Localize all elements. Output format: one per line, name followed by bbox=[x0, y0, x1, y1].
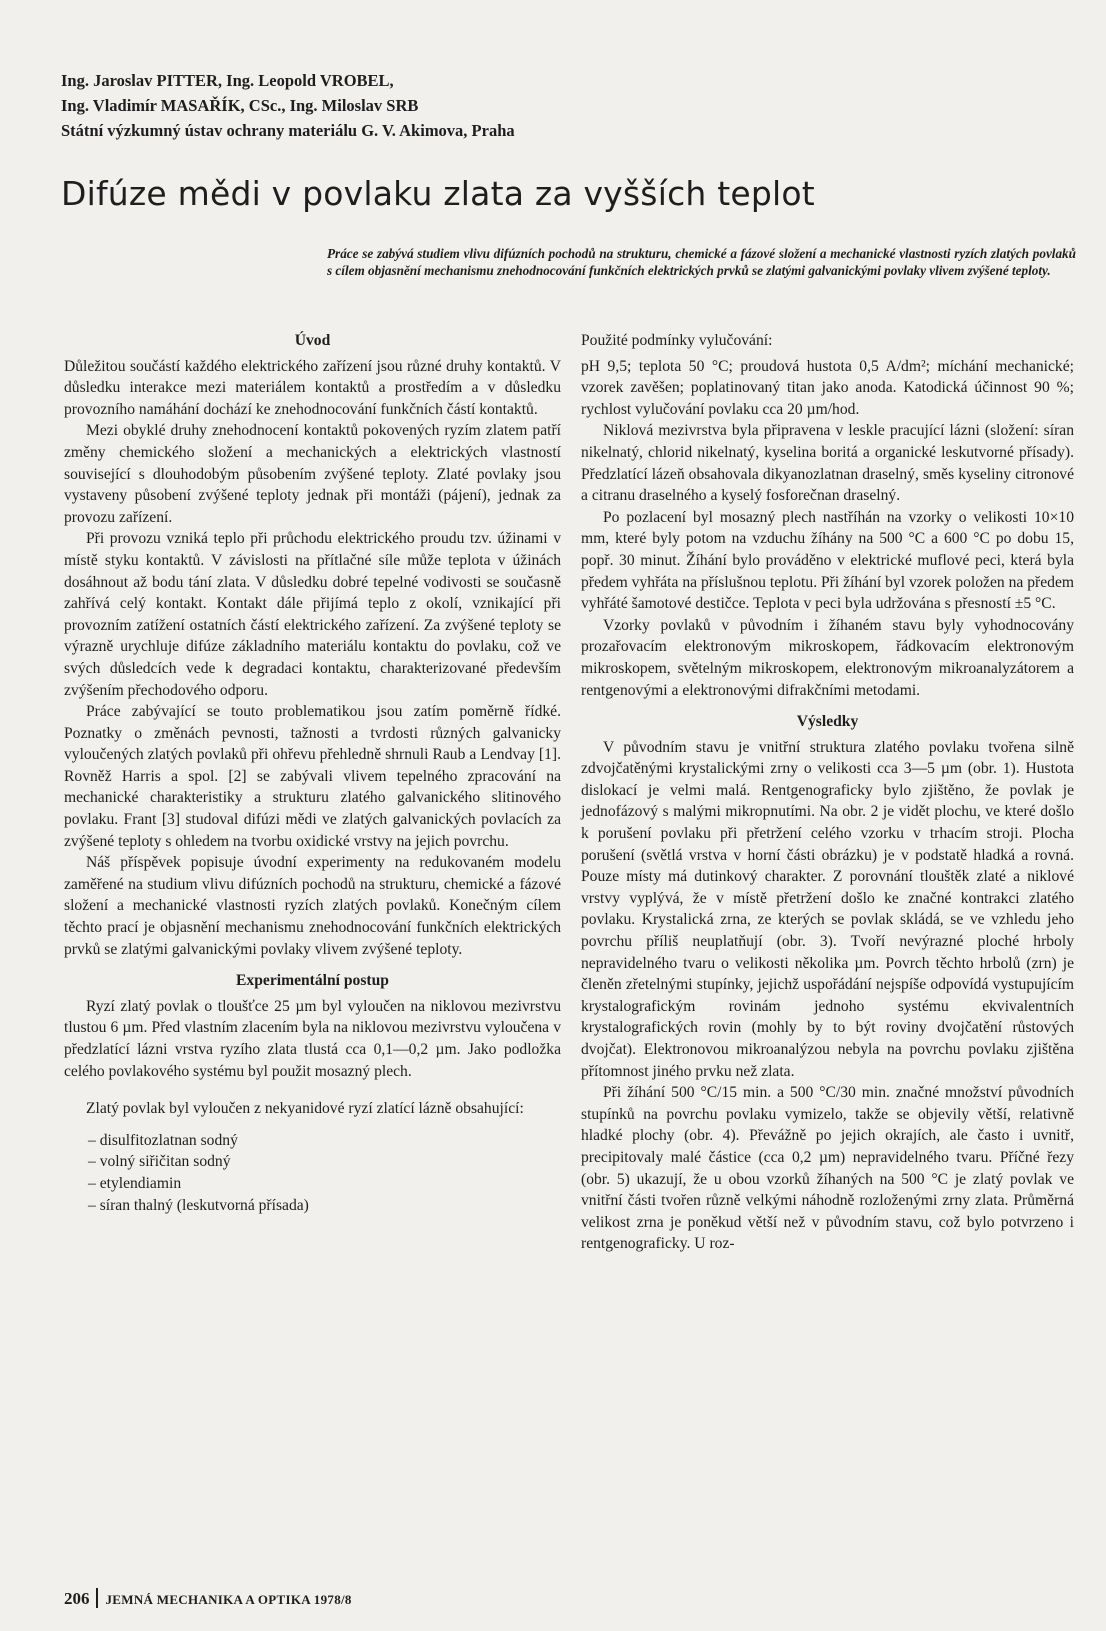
authors-block bbox=[61, 68, 761, 143]
authors-line-2: Ing. Vladimír MASAŘÍK, CSc., Ing. Miloslav SRB bbox=[61, 96, 419, 115]
list-item: – síran thalný (leskutvorná přísada) bbox=[88, 1195, 561, 1217]
paragraph: Při žíhání 500 °C/15 min. a 500 °C/30 min. značné množství původních stupínků na povrchu povlaku vymizelo, takže se objevily větší, relativně hladké plochy (obr. 4). Převážně po jejich okrajích, ale často i uvnitř, precipitovaly malé částice (cca 0,2 µm) nepravidelného tvaru. Příčné řezy (obr. 5) ukazují, že u obou vzorků žíhaných na 500 °C je zlatý povlak ve vnitřní části tvořen různě velkými náhodně rozloženými zrny zlata. Průměrná velikost zrna je poněkud větší než v původním stavu, což bylo potvrzeno i rentgenograficky. U roz- bbox=[581, 1084, 1074, 1253]
experimental-heading: Experimentální postup bbox=[236, 972, 389, 990]
affiliation: Státní výzkumný ústav ochrany materiálu G. V. Akimova, Praha bbox=[61, 121, 515, 140]
footer-divider bbox=[96, 1588, 98, 1608]
paragraph: Po pozlacení byl mosazný plech nastříhán na vzorky o velikosti 10×10 mm, které byly potom na vzduchu žíhány na 500 °C a 600 °C po dobu 15, popř. 30 minut. Žíhání bylo prováděno v elektrické muflové peci, která byla předem vyhřáta na příslušnou teplotu. Při žíhání byl vzorek položen na předem vyhřáté šamotové destičce. Teplota v peci byla udržována s přesností ±5 °C. bbox=[581, 508, 1074, 613]
right-column bbox=[581, 330, 1074, 1255]
paragraph: Vzorky povlaků v původním i žíhaném stavu byly vyhodnocovány prozařovacím elektronovým mikroskopem, řádkovacím elektronovým mikroskopem, světelným mikroskopem, elektronovým mikroanalyzátorem a rentgenovými a elektronovými difrakčními metodami. bbox=[581, 616, 1074, 699]
paragraph: Důležitou součástí každého elektrického zařízení jsou různé druhy kontaktů. V důsledku interakce mezi materiálem kontaktů a prostředím a v důsledku provozního namáhání dochází ke znehodnocování funkčních částí kontaktů. bbox=[64, 357, 561, 418]
paragraph: Zlatý povlak byl vyloučen z nekyanidové ryzí zlatící lázně obsahující: bbox=[86, 1100, 524, 1118]
left-column bbox=[64, 330, 561, 1216]
paragraph: Niklová mezivrstva byla připravena v leskle pracující lázni (složení: síran nikelnatý, chlorid nikelnatý, kyselina boritá a organické leskutvorné přísady). Předzlatící lázeň obsahovala dikyanozlatnan draselný, směs kyseliny citronové a citranu draselného a kyselý fosforečnan draselný. bbox=[581, 422, 1074, 505]
page-footer bbox=[64, 1588, 664, 1609]
paragraph: Při provozu vzniká teplo při průchodu elektrického proudu tzv. úžinami v místě styku kontaktů. V závislosti na přítlačné síle může teplota v úžinách dosáhnout až bodu tání zlata. V důsledku dobré tepelné vodivosti se současně zahřívá celý kontakt. Kontakt dále přijímá teplo z okolí, vznikající při provozním zatížení ostatních částí elektrického zařízení. Za zvýšené teploty se výrazně urychluje difúze základního materiálu kontaktu do povlaku, což ve svých důsledcích vede k degradaci kontaktu, charakterizované především zvýšením přechodového odporu. bbox=[64, 530, 561, 699]
list-item: – disulfitozlatnan sodný bbox=[88, 1130, 561, 1152]
paragraph: Náš příspěvek popisuje úvodní experimenty na redukovaném modelu zaměřené na studium vlivu difúzních pochodů na strukturu, chemické a fázové složení a mechanické vlastnosti ryzích zlatých povlaků. Konečným cílem těchto prací je objasnění mechanismu znehodnocování funkčních elektrických prvků se zlatými galvanickými povlaky vlivem zvýšené teploty. bbox=[64, 854, 561, 958]
paragraph: Práce zabývající se touto problematikou jsou zatím poměrně řídké. Poznatky o změnách pevnosti, tažnosti a tvrdosti různých galvanicky vyloučených zlatých povlaků při ohřevu přehledně shrnuli Raub a Lendvay [1]. Rovněž Harris a spol. [2] se zabývali vlivem tepelného zpracování na mechanické charakteristiky a strukturu zlatého galvanického slitinového povlaku. Frant [3] studoval difúzi mědi ve zlatých galvanických povlacích za zvýšené teploty s ohledem na tvorbu oxidické vrstvy na jejich povrchu. bbox=[64, 703, 561, 850]
paragraph: Ryzí zlatý povlak o tloušťce 25 µm byl vyloučen na niklovou mezivrstvu tlustou 6 µm. Před vlastním zlacením byla na niklovou mezivrstvu vyloučena v předzlatící lázni vrstva ryzího zlata tlustá cca 0,1—0,2 µm. Jako podložka celého povlakového systému byl použit mosazný plech. bbox=[64, 997, 561, 1080]
results-heading: Výsledky bbox=[796, 713, 859, 731]
journal-name: JEMNÁ MECHANIKA A OPTIKA 1978/8 bbox=[105, 1592, 352, 1607]
abstract: Práce se zabývá studiem vlivu difúzních pochodů na strukturu, chemické a fázové složení a mechanické vlastnosti ryzích zlatých povlaků s cílem objasnění mechanismu znehodnocování funkčních elektrických prvků se zlatými galvanickými povlaky vlivem zvýšené teploty. bbox=[327, 246, 1076, 278]
paragraph: Mezi obyklé druhy znehodnocení kontaktů pokovených ryzím zlatem patří změny chemického složení a mechanických a elektrických vlastností související s dlouhodobým působením zvýšené teploty. Zlaté povlaky jsou vystaveny působení zvýšené teploty jednak při montáži (pájení), jednak za provozu zařízení. bbox=[64, 422, 561, 526]
intro-heading: Úvod bbox=[294, 332, 331, 349]
article-title: Difúze mědi v povlaku zlata za vyšších teplot bbox=[61, 174, 815, 213]
page-number: 206 bbox=[64, 1589, 90, 1608]
list-item: – etylendiamin bbox=[88, 1173, 561, 1195]
list-item: – volný siřičitan sodný bbox=[88, 1151, 561, 1173]
paragraph: Použité podmínky vylučování: bbox=[581, 332, 773, 349]
paragraph: pH 9,5; teplota 50 °C; proudová hustota 0,5 A/dm²; míchání mechanické; vzorek zavěšen; poplatinovaný titan jako anoda. Katodická účinnost 90 %; rychlost vylučování povlaku cca 20 µm/hod. bbox=[581, 357, 1074, 418]
paragraph: V původním stavu je vnitřní struktura zlatého povlaku tvořena silně zdvojčatěnými krystalickými zrny o velikosti cca 3—5 µm (obr. 1). Hustota dislokací je velmi malá. Rentgenograficky bylo zjištěno, že povlak je jednofázový s malými mikropnutími. Na obr. 2 je vidět plochu, ve které došlo k porušení povlaku při přetržení celého vzorku v trhacím stroji. Plocha porušení (světlá vrstva v horní části obrázku) je v podstatě hladká a rovná. Pouze místy má dutinkový charakter. Z porovnání tlouštěk zlaté a niklové vrstvy vyplývá, že v místě přetržení došlo ke značné kontrakci zlatého povlaku. Krystalická zrna, ze kterých se povlak skládá, se ve vzhledu jeho povrchu příliš neuplatňují (obr. 3). Tvoří nevýrazné ploché hrboly nepravidelného tvaru o velikosti několika µm. Povrch těchto hrbolů (zrn) je členěn zřetelnými stupínky, jejichž uspořádání nejspíše odpovídá vystupujícím krystalografickým rovinám jednoho systému ekvivalentních krystalografických rovin (mohly by to být roviny dvojčatění růstových dvojčat). Elektronovou mikroanalýzou nebyla na povrchu povlaku zjištěna přítomnost jiného prvku než zlata. bbox=[581, 738, 1074, 1080]
bath-composition-list bbox=[64, 1130, 561, 1216]
authors-line-1: Ing. Jaroslav PITTER, Ing. Leopold VROBEL, bbox=[61, 71, 394, 90]
